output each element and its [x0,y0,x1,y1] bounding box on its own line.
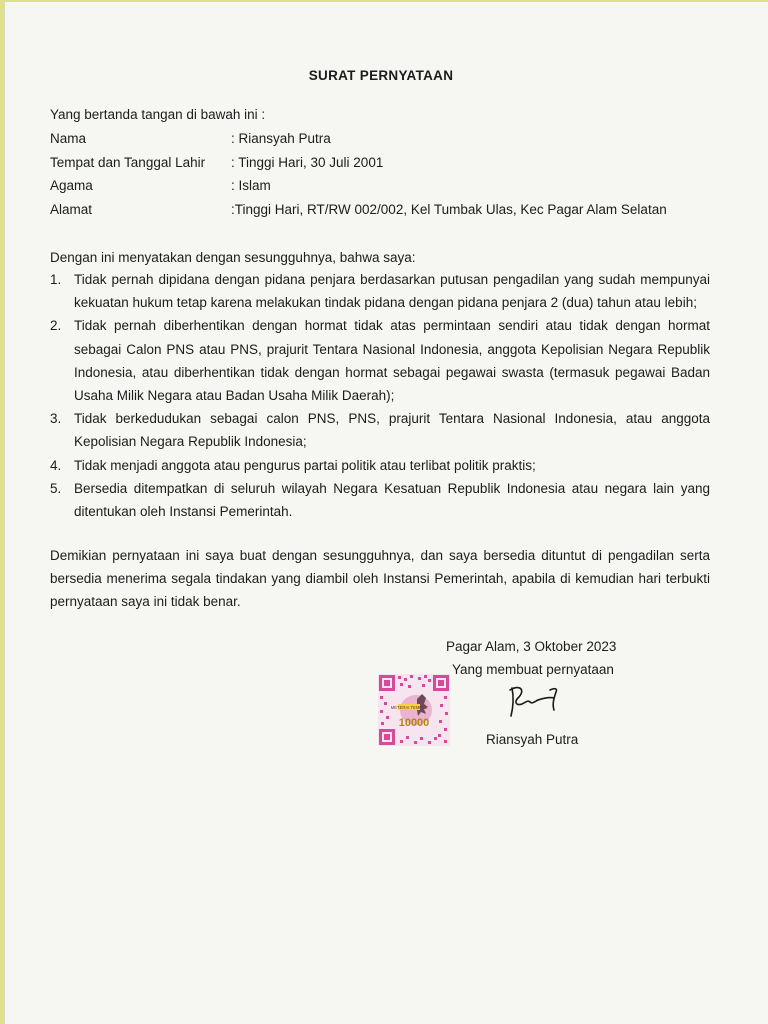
statement-intro: Dengan ini menyatakan dengan sesungguhnya, bahwa saya: [50,250,416,265]
value-alamat: :Tinggi Hari, RT/RW 002/002, Kel Tumbak Ulas, Kec Pagar Alam Selatan [231,202,667,217]
statement-item [50,454,710,477]
label-agama: Agama [50,178,93,193]
item-number: 3. [50,411,62,427]
closing-paragraph: Demikian pernyataan ini saya buat dengan sesungguhnya, dan saya bersedia dituntut di pengadilan serta bersedia menerima segala tindakan yang diambil oleh Instansi Pemerintah, apabila di kemudian hari terbukti pernyataan saya ini tidak benar. [50,548,710,610]
label-alamat: Alamat [50,202,93,217]
item-text: Tidak pernah dipidana dengan pidana penjara berdasarkan putusan pengadilan yang sudah mempunyai kekuatan hukum tetap karena melakukan tindak pidana dengan pidana penjara 2 (dua) tahun atau lebih; [74,272,710,311]
place-date: Pagar Alam, 3 Oktober 2023 [446,639,617,654]
item-text: Bersedia ditempatkan di seluruh wilayah Negara Kesatuan Republik Indonesia atau negara lain yang ditentukan oleh Instansi Pemerintah. [74,480,710,520]
item-number: 5. [50,480,62,496]
stamp-value: 10000 [398,717,430,729]
statement-item [50,407,710,453]
item-number: 1. [50,272,62,287]
item-text: Tidak pernah diberhentikan dengan hormat tidak atas permintaan sendiri atau tidak dengan hormat sebagai Calon PNS atau PNS, prajurit Tentara Nasional Indonesia, anggota Kepolisian Negara Republik Indonesia, atau diberhentikan tidak dengan hormat sebagai pegawai swasta (termasuk pegawai Badan Usaha Milik Negara atau Badan Usaha Milik Daerah); [74,318,710,404]
document-title: SURAT PERNYATAAN [308,68,454,83]
signer-role: Yang membuat pernyataan [452,662,614,677]
item-text: Tidak berkedudukan sebagai calon PNS, PNS, prajurit Tentara Nasional Indonesia, atau anggota Kepolisian Negara Republik Indonesia; [74,411,710,450]
value-agama: : Islam [231,178,271,193]
value-ttl: : Tinggi Hari, 30 Juli 2001 [231,155,384,170]
intro-text: Yang bertanda tangan di bawah ini : [50,107,266,122]
signature-icon [504,680,566,720]
value-nama: : Riansyah Putra [231,131,331,146]
statement-item [50,314,710,407]
label-ttl: Tempat dan Tanggal Lahir [50,155,206,170]
document-page [4,2,768,1024]
statement-item [50,477,710,523]
statement-item [50,268,710,314]
item-number: 2. [50,318,62,334]
stamp-label: METERAI TEMPEL [390,704,428,710]
statement-list [50,268,710,523]
signer-name: Riansyah Putra [486,732,579,747]
item-number: 4. [50,457,62,473]
item-text: Tidak menjadi anggota atau pengurus partai politik atau terlibat politik praktis; [74,457,536,473]
label-nama: Nama [50,131,87,146]
meterai-stamp-icon [378,674,450,746]
